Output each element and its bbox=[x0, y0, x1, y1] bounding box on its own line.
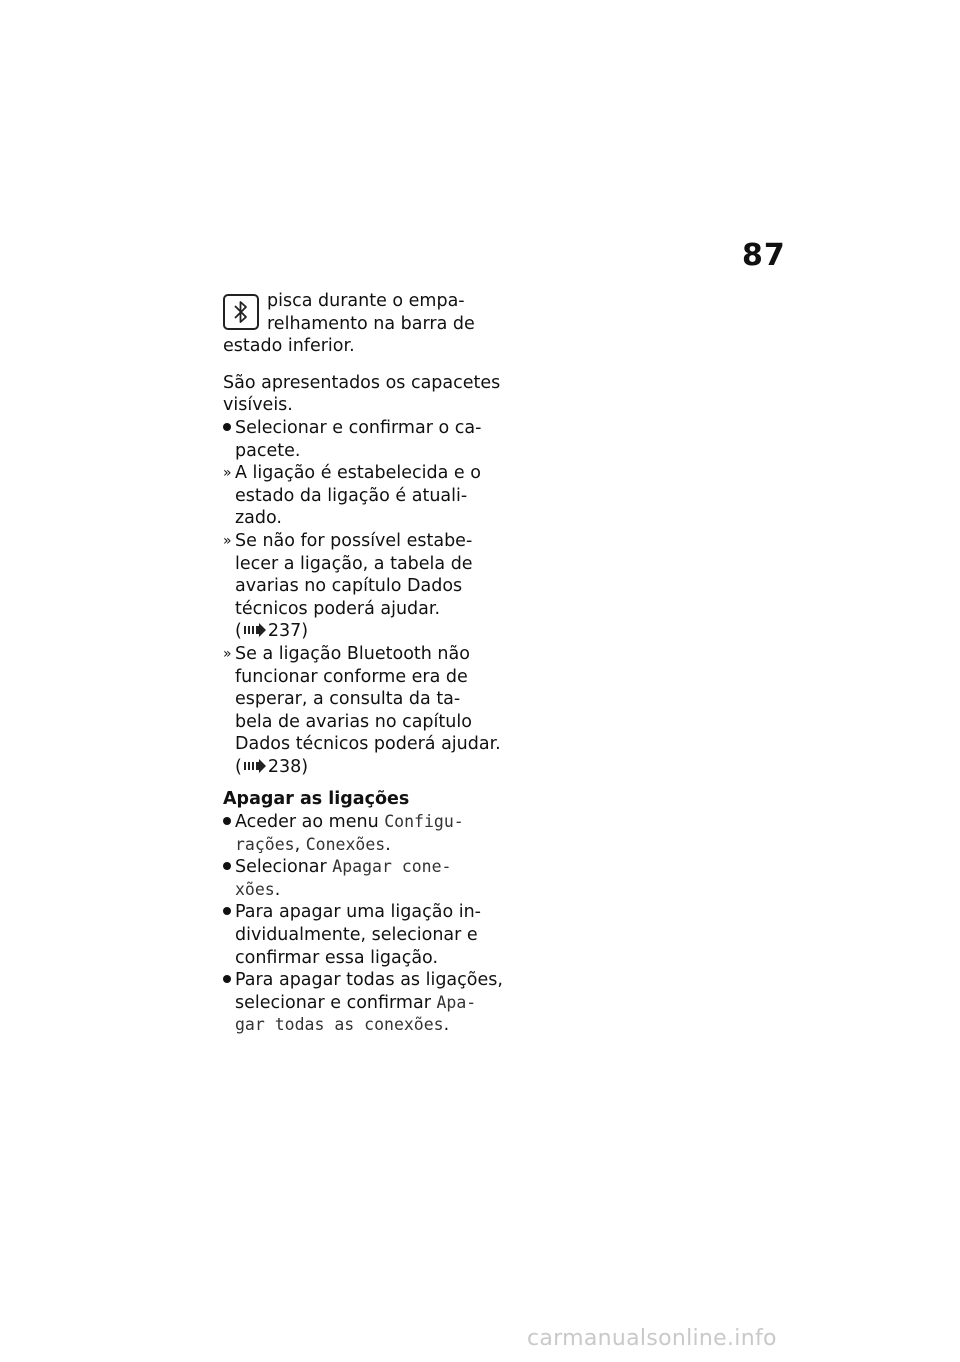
bullet-icon bbox=[223, 975, 231, 983]
menu-item: gar todas as conexões bbox=[235, 1015, 444, 1035]
menu-item: xões bbox=[235, 879, 275, 899]
intro-line: relhamento na barra de bbox=[267, 313, 475, 334]
page-number: 87 bbox=[742, 238, 786, 273]
content-column bbox=[223, 290, 503, 1037]
para-line: São apresentados os capacetes bbox=[223, 372, 501, 393]
page-reference-arrow-icon bbox=[244, 623, 266, 637]
step-line: pacete. bbox=[235, 440, 301, 461]
result-line: estado da ligação é atuali- bbox=[235, 485, 468, 506]
menu-item: Apagar cone- bbox=[332, 857, 452, 877]
bullet-icon bbox=[223, 907, 231, 915]
para-line: visíveis. bbox=[223, 395, 293, 416]
step-line: xões. bbox=[235, 879, 281, 900]
watermark: carmanualsonline.info bbox=[527, 1326, 777, 1351]
step-line: confirmar essa ligação. bbox=[235, 947, 439, 968]
page-reference[interactable]: ( 237) bbox=[235, 621, 309, 642]
result-line: » Se não for possível estabe- bbox=[223, 530, 473, 551]
intro-line: pisca durante o empa- bbox=[267, 291, 465, 311]
result-line: técnicos poderá ajudar. bbox=[235, 598, 441, 619]
result-line: esperar, a consulta da ta- bbox=[235, 689, 461, 710]
intro-line: estado inferior. bbox=[223, 336, 355, 357]
menu-path: Configu- bbox=[384, 812, 464, 832]
bullet-icon bbox=[223, 817, 231, 825]
result-line: lecer a ligação, a tabela de bbox=[235, 553, 473, 574]
step-line: rações, Conexões. bbox=[235, 834, 391, 855]
step-line: selecionar e confirmar Apa- bbox=[235, 992, 477, 1013]
page-reference-arrow-icon bbox=[244, 759, 266, 773]
step-line: Para apagar uma ligação in- bbox=[223, 901, 498, 924]
menu-item: Apa- bbox=[436, 992, 477, 1012]
section-heading: Apagar as ligações bbox=[223, 789, 410, 810]
intro-block bbox=[223, 290, 498, 358]
result-line: avarias no capítulo Dados bbox=[235, 576, 463, 597]
step-line: Aceder ao menu Configu- bbox=[223, 811, 498, 834]
step-line: Selecionar e confirmar o ca- bbox=[223, 417, 498, 440]
step-line: Para apagar todas as ligações, bbox=[223, 969, 498, 992]
step-line: Selecionar Apagar cone- bbox=[223, 856, 498, 879]
result-line: » A ligação é estabelecida e o bbox=[223, 463, 481, 484]
menu-path: rações bbox=[235, 834, 295, 854]
result-line: funcionar conforme era de bbox=[235, 666, 468, 687]
result-line: Dados técnicos poderá ajudar. bbox=[235, 734, 501, 755]
menu-path: Conexões bbox=[305, 834, 386, 854]
result-mark: » bbox=[223, 645, 232, 662]
result-mark: » bbox=[223, 532, 232, 549]
page-reference[interactable]: ( 238) bbox=[235, 756, 309, 777]
step-line: dividualmente, selecionar e bbox=[235, 925, 478, 946]
bullet-icon bbox=[223, 862, 231, 870]
step-line: gar todas as conexões. bbox=[235, 1015, 450, 1036]
result-line: » Se a ligação Bluetooth não bbox=[223, 643, 470, 664]
result-mark: » bbox=[223, 465, 232, 482]
bullet-icon bbox=[223, 423, 231, 431]
result-line: bela de avarias no capítulo bbox=[235, 711, 472, 732]
bluetooth-icon bbox=[223, 294, 259, 330]
result-line: zado. bbox=[235, 508, 282, 529]
